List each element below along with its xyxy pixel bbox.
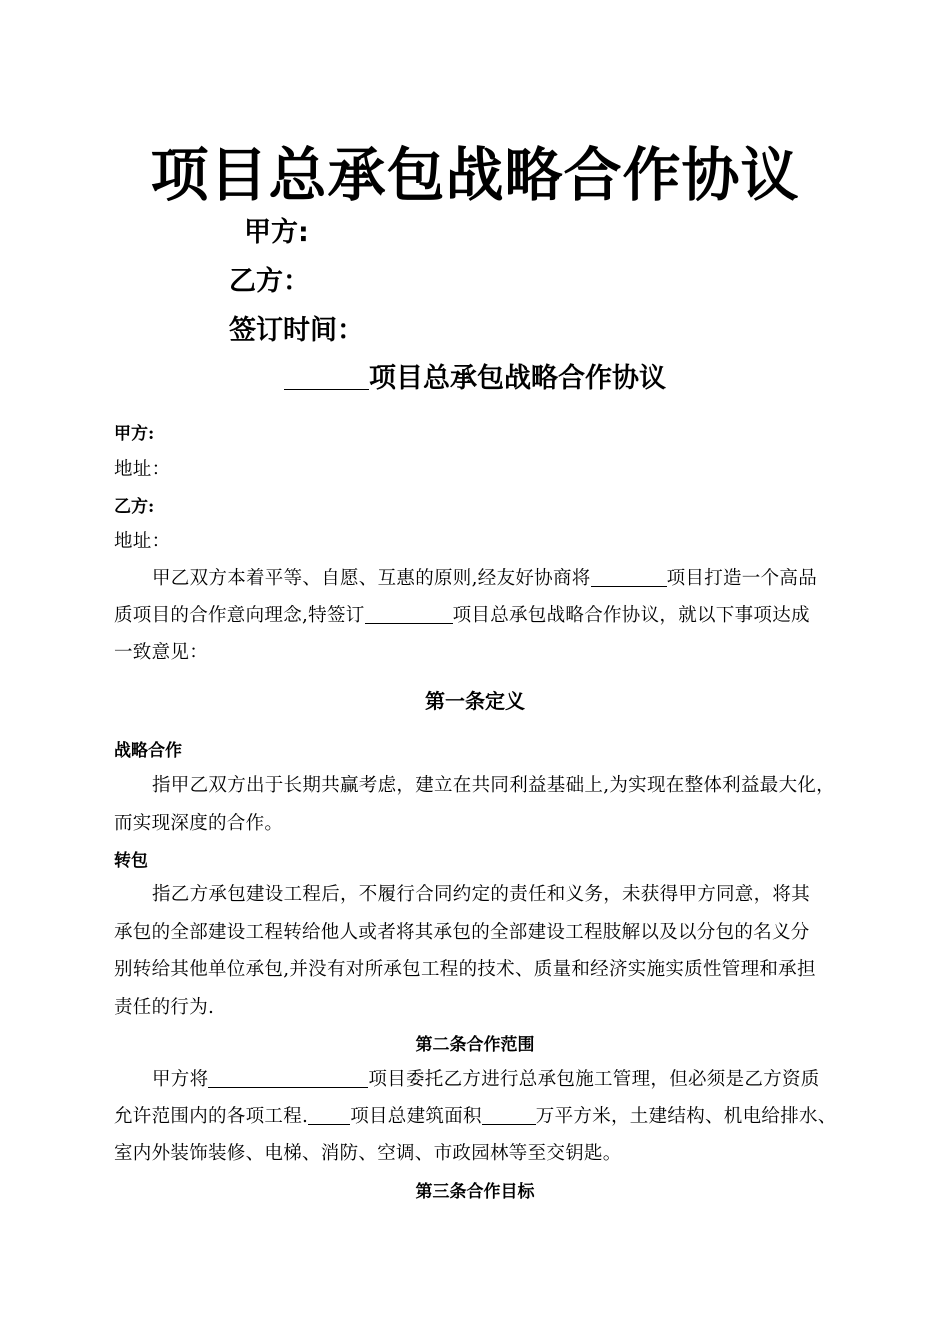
project-name-blank	[591, 568, 667, 588]
entrusted-project-blank	[208, 1069, 368, 1089]
article2-line-2-b: 项目总建筑面积	[350, 1106, 482, 1127]
article-3-heading: 第三条合作目标	[415, 1182, 535, 1202]
article2-line-1-a: 甲方将	[152, 1069, 209, 1090]
party-b-label: 乙方:	[114, 497, 155, 517]
subtitle-text: 项目总承包战略合作协议	[369, 363, 666, 394]
party-a-label: 甲方:	[114, 424, 155, 444]
article2-line-1	[152, 1065, 820, 1091]
term1-line-1: 指甲乙双方出于长期共赢考虑，建立在共同利益基础上,为实现在整体利益最大化，	[152, 775, 835, 796]
intro-line-2-a: 质项目的合作意向理念,特签订	[114, 605, 365, 626]
project-blank-3	[308, 1106, 350, 1126]
term1-line-2: 而实现深度的合作。	[114, 813, 284, 834]
article-2-heading: 第二条合作范围	[415, 1035, 535, 1055]
document-subtitle	[0, 356, 950, 395]
intro-line-1-b: 项目打造一个高品	[666, 568, 817, 589]
party-a-address: 地址：	[114, 459, 171, 480]
article2-line-2-c: 万平方米，土建结构、机电给排水、	[535, 1106, 837, 1127]
article-1-heading: 第一条定义	[425, 689, 525, 713]
intro-line-2	[114, 601, 810, 627]
intro-line-3: 一致意见：	[114, 642, 209, 663]
term2-line-1: 指乙方承包建设工程后，不履行合同约定的责任和义务，未获得甲方同意，将其	[152, 884, 811, 905]
article2-line-1-b: 项目委托乙方进行总承包施工管理，但必须是乙方资质	[368, 1069, 820, 1090]
article2-line-2-a: 允许范围内的各项工程.	[114, 1106, 309, 1127]
term-strategic-cooperation: 战略合作	[114, 741, 182, 761]
term2-line-4: 责任的行为.	[114, 997, 215, 1018]
article2-line-2	[114, 1102, 837, 1128]
party-b-address: 地址：	[114, 531, 171, 552]
cover-sign-time: 签订时间：	[229, 315, 364, 346]
term-subcontract: 转包	[114, 851, 148, 871]
term2-line-2: 承包的全部建设工程转给他人或者将其承包的全部建设工程肢解以及以分包的名义分	[114, 922, 810, 943]
intro-line-1	[152, 564, 817, 590]
area-blank	[482, 1106, 536, 1126]
project-name-blank-2	[365, 605, 453, 625]
subtitle-blank	[284, 362, 369, 390]
cover-title: 项目总承包战略合作协议	[150, 141, 800, 209]
cover-party-b: 乙方：	[229, 266, 310, 297]
term2-line-3: 别转给其他单位承包,并没有对所承包工程的技术、质量和经济实施实质性管理和承担	[114, 959, 816, 980]
intro-line-2-b: 项目总承包战略合作协议，就以下事项达成	[452, 605, 810, 626]
intro-line-1-a: 甲乙双方本着平等、自愿、互惠的原则,经友好协商将	[152, 568, 591, 589]
cover-party-a: 甲方:	[244, 217, 309, 248]
article2-line-3: 室内外装饰装修、电梯、消防、空调、市政园林等至交钥匙。	[114, 1143, 622, 1164]
